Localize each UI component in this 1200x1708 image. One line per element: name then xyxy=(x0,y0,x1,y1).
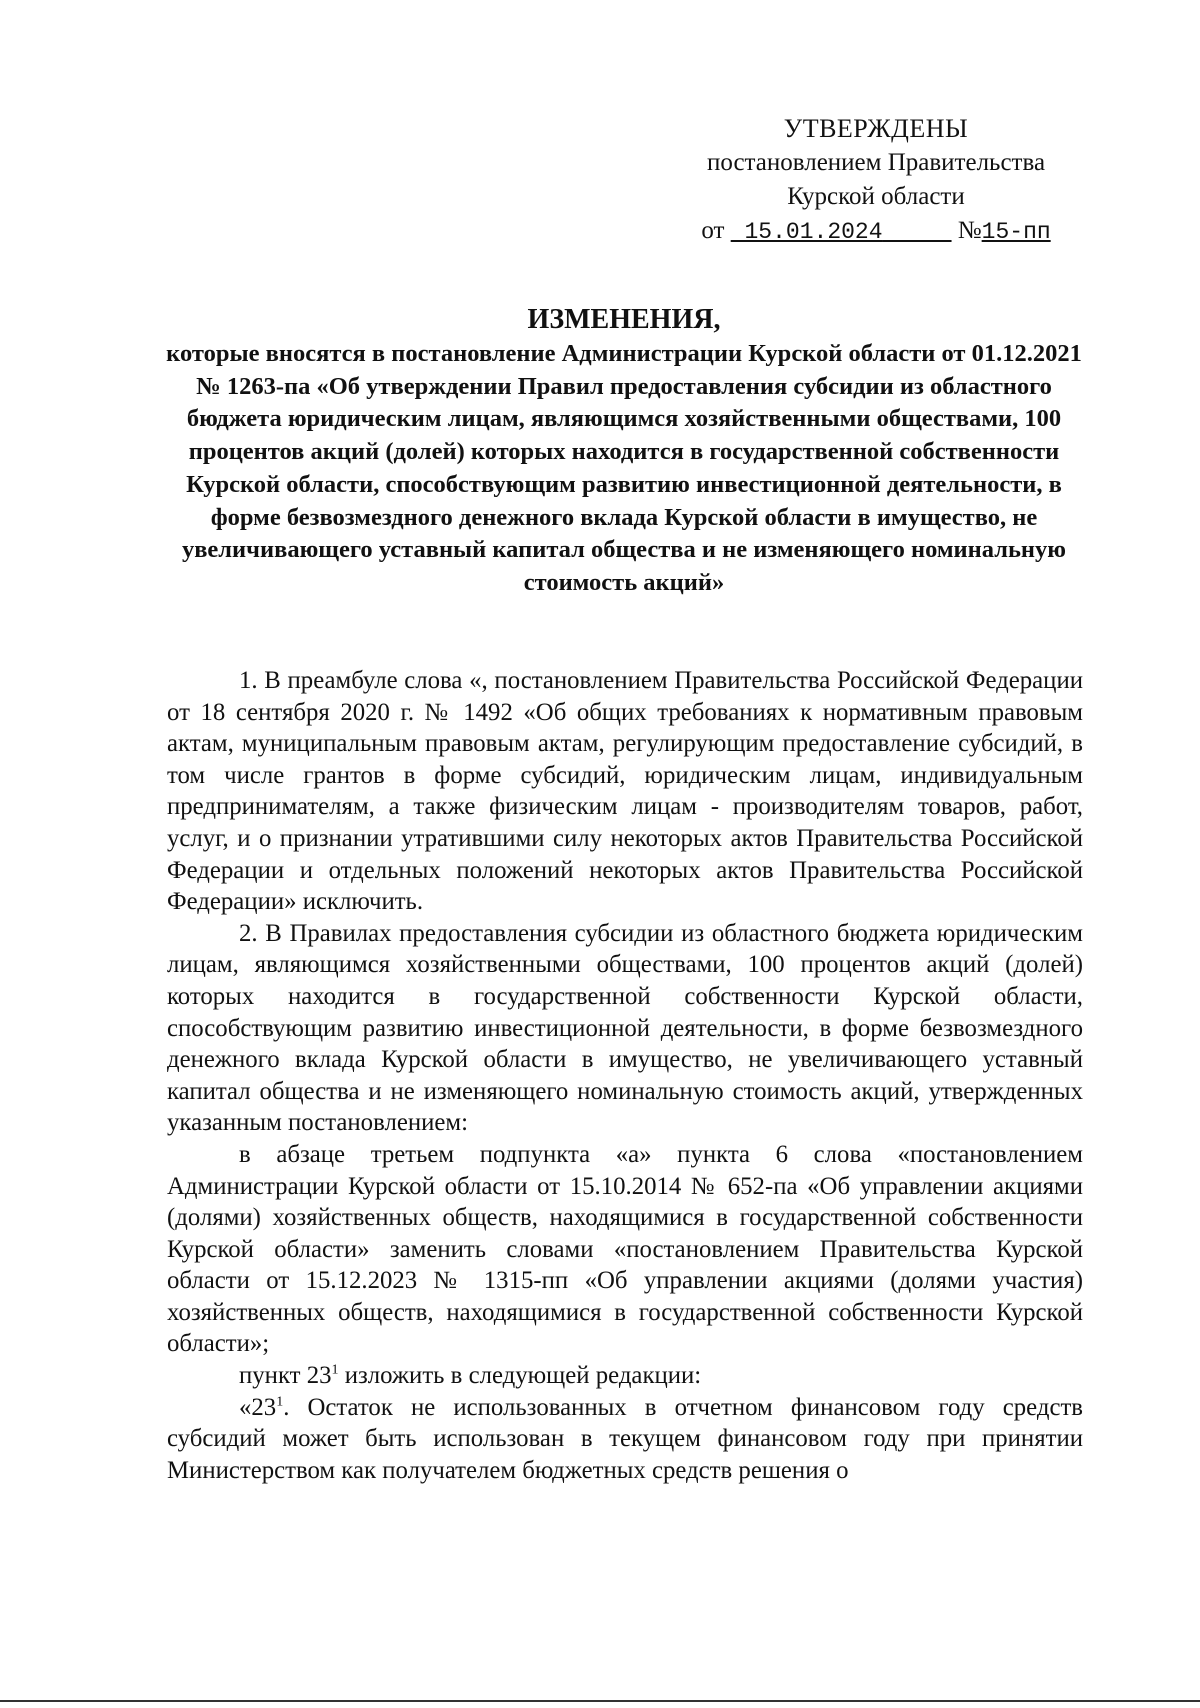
paragraph-1: 1. В преамбуле слова «, постановлением Правительства Российской Федерации от 18 сентября 2020 г. № 1492 «Об общих требованиях к нормативным правовым актам, муниципальным правовым актам, регулирующим предоставление субсидий, в том числе грантов в форме субсидий, юридическим лицам, индивидуальным предпринимателям, а также физическим лицам - производителям товаров, работ, услуг, и о признании утратившими силу некоторых актов Правительства Российской Федерации и отдельных положений некоторых актов Правительства Российской Федерации» исключить. xyxy=(167,667,1083,916)
approval-stamp xyxy=(676,112,1076,249)
scan-edge-line xyxy=(0,1700,1200,1702)
paragraph-3: в абзаце третьем подпункта «а» пункта 6 слова «постановлением Администрации Курской области от 15.10.2014 № 652-па «Об управлении акциями (долями) хозяйственных обществ, находящимися в государственной собственности Курской области» заменить словами «постановлением Правительства Курской области от 15.12.2023 № 1315-пп «Об управлении акциями (долями участия) хозяйственных обществ, находящимися в государственной собственности Курской области»; xyxy=(167,1140,1083,1358)
approval-heading: УТВЕРЖДЕНЫ xyxy=(783,114,969,143)
paragraph-5: «$23^1$. Остаток не использованных в отчетном финансовом году средств субсидий может быть использован в текущем финансовом году при принятии Министерством как получателем бюджетных средств решения о xyxy=(167,1393,1083,1484)
approval-line-1: постановлением Правительства xyxy=(706,149,1046,176)
paragraph-2: 2. В Правилах предоставления субсидии из областного бюджета юридическим лицам, являющимся хозяйственными обществами, 100 процентов акций (долей) которых находится в государственной собственности Курской области, способствующим развитию инвестиционной деятельности, в форме безвозмездного денежного вклада Курской области в имущество, не увеличивающего уставный капитал общества и не изменяющего номинальную стоимость акций, утвержденных указанным постановлением: xyxy=(167,919,1083,1137)
approval-date: 15.01.2024 xyxy=(744,219,883,245)
document-body xyxy=(167,665,1083,1486)
paragraph-4: пункт $23^1$ изложить в следующей редакции: xyxy=(239,1362,702,1390)
approval-date-line xyxy=(676,214,1076,249)
title-main: ИЗМЕНЕНИЯ, xyxy=(527,304,721,335)
date-prefix: от xyxy=(701,217,725,244)
approval-number: 15-пп xyxy=(981,219,1051,245)
document-title xyxy=(164,302,1084,600)
number-prefix: № xyxy=(957,217,982,244)
title-subtitle: которые вносятся в постановление Администрации Курской области от 01.12.2021 № 1263-па «Об утверждении Правил предоставления субсидии из областного бюджета юридическим лицам, являющимся хозяйственными обществами, 100 процентов акций (долей) которых находится в государственной собственности Курской области, способствующим развитию инвестиционной деятельности, в форме безвозмездного денежного вклада Курской области в имущество, не увеличивающего уставный капитал общества и не изменяющего номинальную стоимость акций» xyxy=(166,340,1082,596)
approval-line-2: Курской области xyxy=(787,183,965,210)
